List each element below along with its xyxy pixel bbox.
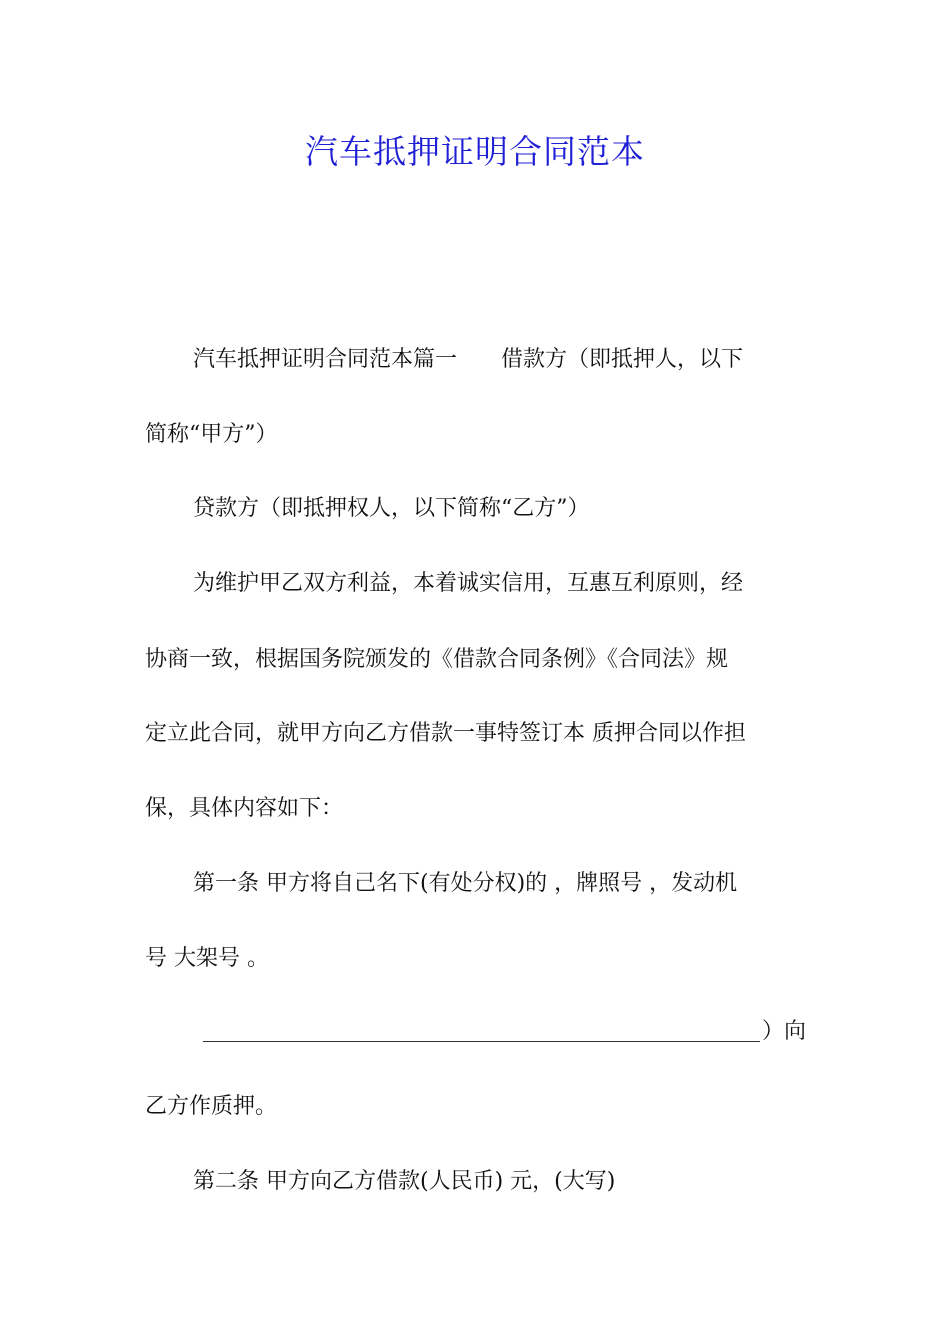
paragraph-line bbox=[193, 344, 805, 376]
paragraph-line: 保，具体内容如下： bbox=[145, 796, 344, 821]
borrower-label: 借款方（即抵押人，以下 bbox=[501, 347, 744, 372]
paragraph-line: 第二条 甲方向乙方借款(人民币) 元，(大写) bbox=[193, 1169, 616, 1194]
paragraph-line: 为维护甲乙双方利益，本着诚实信用，互惠互利原则，经 bbox=[193, 571, 744, 596]
paragraph-line: 号 大架号 。 bbox=[145, 946, 269, 971]
fill-in-blank-line bbox=[203, 1041, 760, 1042]
document-title: 汽车抵押证明合同范本 bbox=[305, 132, 645, 171]
paragraph-line: 贷款方（即抵押权人，以下简称“乙方”） bbox=[193, 496, 590, 521]
section-heading: 汽车抵押证明合同范本篇一 bbox=[193, 347, 458, 372]
paragraph-line: 第一条 甲方将自己名下(有处分权)的 ，牌照号 ，发动机 bbox=[193, 871, 738, 896]
paragraph-line: 乙方作质押。 bbox=[145, 1094, 278, 1119]
paragraph-line: 简称“甲方”） bbox=[145, 422, 278, 447]
paragraph-line: 定立此合同，就甲方向乙方借款一事特签订本 质押合同以作担 bbox=[145, 721, 746, 746]
paragraph-line: ）向 bbox=[762, 1019, 807, 1044]
paragraph-line: 协商一致，根据国务院颁发的《借款合同条例》《合同法》规 bbox=[145, 647, 729, 672]
